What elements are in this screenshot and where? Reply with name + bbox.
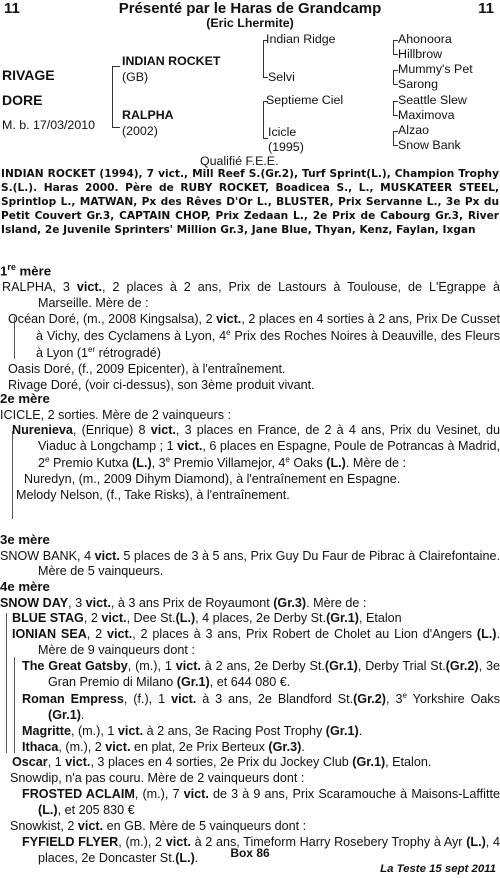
first-dam-title xyxy=(0,262,500,280)
produce-ocean-dore xyxy=(0,312,500,362)
nur-sup-3: e xyxy=(285,455,290,465)
dam-year: (2002) xyxy=(122,124,158,138)
nur-text-l: . Mère de : xyxy=(345,456,407,471)
great-grandparent-4: Sarong xyxy=(398,77,438,91)
nur-text-a: , (Enrique) 8 xyxy=(72,423,151,438)
bs-text-a: , 2 xyxy=(83,611,102,626)
sire-description: INDIAN ROCKET (1994), 7 vict., Mill Reef S.(Gr.2), Turf Sprint(L.), Champion Trophy S.(L.). Haras 2000. Père de RUBY ROCKET, Boadicea S., L., MUSKATEER STEEL, Sprintlop L., MATWAN, Px des Rêves D'Or L., BLUSTER, Prix Servanne L., 3e Px du Petit Couvert Gr.3, CAPTAIN CHOP, Prix Zedaan L., 2e Prix de Cabourg Gr.3, River Island, 2e Juvenile Sprinters' Million Gr.3, Jane Blue, Thyan, Kenz, Faylan, Ixgan xyxy=(1,168,499,236)
nur-text-j: Oaks xyxy=(289,456,327,471)
great-grandparent-5: Seattle Slew xyxy=(398,93,467,107)
tg-group-1: (Gr.1) xyxy=(324,659,358,674)
frosted-aclaim-name: FROSTED ACLAIM xyxy=(22,787,135,802)
second-dam-section xyxy=(0,391,500,504)
nur-listed-1: (L.) xyxy=(132,456,152,471)
produce-snowdip: Snowdip, n'a pas couru. Mère de 2 vainqueurs dont : xyxy=(10,771,305,786)
snowkist-vict: vict. xyxy=(77,818,104,833)
produce-rivage-dore: Rivage Doré, (voir ci-dessus), son 3ème produit vivant. xyxy=(8,377,315,392)
is-text-e: . Mère de 9 vainqueurs dont : xyxy=(38,627,500,658)
produce-snowkist xyxy=(0,819,500,835)
snowkist-text-c: en GB. Mère de 5 vainqueurs dont : xyxy=(103,818,307,833)
ithaca-name: Ithaca xyxy=(22,739,59,754)
sd-vict: vict. xyxy=(85,595,111,610)
ocean-sup2: er xyxy=(88,344,96,354)
bs-text-g: , Etalon xyxy=(358,611,402,626)
nur-text-h: , 3 xyxy=(151,456,166,471)
ionian-sea-name: IONIAN SEA xyxy=(12,627,87,642)
ralpha-vict: vict. xyxy=(76,280,103,295)
ocean-text-c: , 2 places en 4 sorties à 2 ans, Prix De Cusset à Vichy, des Cyclamens à Lyon, 4 xyxy=(36,311,500,343)
first-dam-section xyxy=(0,262,500,393)
great-grandparent-2: Hillbrow xyxy=(398,47,443,61)
produce-magritte xyxy=(0,724,500,740)
great-gatsby-name: The Great Gatsby xyxy=(22,659,128,674)
snow-bank-record xyxy=(0,549,500,581)
bs-listed: (L.) xyxy=(175,611,196,626)
ff-vict: vict. xyxy=(165,834,191,849)
lot-number-left: 11 xyxy=(4,0,20,17)
produce-oscar xyxy=(0,755,500,771)
sd-text-c: , à 3 ans Prix de Royaumont xyxy=(110,595,274,610)
granddam-2-year: (1995) xyxy=(268,140,304,154)
nurenieva-name: Nurenieva xyxy=(12,423,73,438)
tg-text-a: , (m.), 1 xyxy=(127,659,176,674)
tg-text-c: à 2 ans, 2e Derby St. xyxy=(200,659,325,674)
icicle-record: ICICLE, 2 sorties. Mère de 2 vainqueurs : xyxy=(0,407,231,422)
nur-text-e: , 6 places en Espagne, Poule de Potrancas à Madrid, 2 xyxy=(38,439,500,471)
is-listed: (L.) xyxy=(476,627,497,642)
re-group-2: (Gr.1) xyxy=(48,707,81,722)
osc-group: (Gr.1) xyxy=(352,755,386,770)
lot-number-right: 11 xyxy=(478,0,494,17)
osc-text-c: , 3 places en 4 sorties, 2e Prix du Jockey Club xyxy=(90,755,353,770)
birth-info: M. b. 17/03/2010 xyxy=(2,118,95,132)
re-text-c: à 3 ans, 2e Blandford St. xyxy=(196,691,354,706)
produce-frosted-aclaim xyxy=(0,787,500,819)
first-dam-title-word: mère xyxy=(15,263,52,279)
mg-text-e: . xyxy=(358,723,363,738)
ralpha-text-a: RALPHA, 3 xyxy=(2,280,77,295)
great-grandparent-7: Alzao xyxy=(398,123,429,137)
re-text-f: Yorkshire Oaks xyxy=(406,691,500,706)
tg-text-g: , 3e Gran Premio di Milano xyxy=(48,659,500,689)
second-dam-title: 2e mère xyxy=(0,391,50,406)
sale-place-date: La Teste 15 sept 2011 xyxy=(380,863,496,875)
horse-name-line1: RIVAGE xyxy=(2,67,55,83)
re-sup: e xyxy=(402,690,407,700)
ocean-sup: e xyxy=(226,327,231,337)
ocean-text-a: Océan Doré, (m., 2008 Kingsalsa), 2 xyxy=(8,311,217,326)
dam-name: RALPHA xyxy=(122,108,174,122)
osc-vict: vict. xyxy=(65,755,91,770)
nur-sup-1: e xyxy=(45,455,50,465)
mg-text-c: à 2 ans, 3e Racing Post Trophy xyxy=(143,723,326,738)
sb-text-a: SNOW BANK, 4 xyxy=(0,548,95,563)
sire-country: (GB) xyxy=(122,70,149,84)
ith-group: (Gr.3) xyxy=(268,739,302,754)
bs-text-c: , Dee St. xyxy=(126,611,176,626)
bs-group: (Gr.1) xyxy=(326,611,359,626)
produce-melody-nelson: Melody Nelson, (f., Take Risks), à l'entraînement. xyxy=(16,488,290,503)
ralpha-record xyxy=(0,280,500,312)
snowkist-text-a: Snowkist, 2 xyxy=(10,818,78,833)
grandsire-2: Septieme Ciel xyxy=(266,93,344,107)
re-text-e: , 3 xyxy=(386,691,403,706)
re-vict: vict. xyxy=(171,691,197,706)
ith-text-e: . xyxy=(301,739,305,754)
tg-group-2: (Gr.2) xyxy=(445,659,479,674)
granddam-1: Selvi xyxy=(268,70,295,84)
fyfield-flyer-name: FYFIELD FLYER xyxy=(22,834,119,849)
great-grandparent-1: Ahonoora xyxy=(398,32,452,46)
great-grandparent-6: Maximova xyxy=(398,108,455,122)
is-text-c: , 2 places à 3 ans, Prix Robert de Cholet au Lion d'Angers xyxy=(132,627,477,642)
tg-group-3: (Gr.1) xyxy=(176,674,210,689)
nur-vict-2: vict. xyxy=(177,439,203,454)
fourth-dam-section xyxy=(0,579,500,866)
qualification: Qualifié F.E.E. xyxy=(200,154,279,168)
mg-group: (Gr.1) xyxy=(325,723,359,738)
nur-listed-2: (L.) xyxy=(326,456,346,471)
sd-text-a: , 3 xyxy=(68,595,86,610)
produce-line-4 xyxy=(6,613,7,753)
fa-text-a: , (m.), 7 xyxy=(134,787,184,802)
nur-vict-1: vict. xyxy=(150,423,176,438)
re-group-1: (Gr.2) xyxy=(353,691,386,706)
magritte-name: Magritte xyxy=(22,723,71,738)
is-text-a: , 2 xyxy=(86,627,108,642)
ff-listed-1: (L.) xyxy=(466,834,486,849)
third-dam-section xyxy=(0,532,500,580)
fa-text-c: de 3 à 9 ans, Prix Scaramouche à Maisons-Laffitte xyxy=(208,787,500,802)
pedigree-bracket-main xyxy=(112,66,120,128)
blue-stag-name: BLUE STAG xyxy=(12,611,84,626)
sb-text-c: 5 places de 3 à 5 ans, Prix Guy Du Faur de Pibrac à Clairefontaine. Mère de 5 vainqueurs. xyxy=(38,548,500,579)
sd-text-e: . Mère de : xyxy=(306,595,367,610)
tg-text-e: , Derby Trial St. xyxy=(357,659,446,674)
tg-vict: vict. xyxy=(175,659,201,674)
mg-text-a: , (m.), 1 xyxy=(70,723,118,738)
mg-vict: vict. xyxy=(117,723,144,738)
ralpha-text-c: , 2 places à 2 ans, Prix de Lastours à Toulouse, de L'Egrappe à Marseille. Mère de : xyxy=(38,280,500,310)
box-number: Box 86 xyxy=(230,846,270,860)
nur-text-f: Premio Kutxa xyxy=(49,456,133,471)
first-dam-title-sup: re xyxy=(7,262,16,272)
sb-vict: vict. xyxy=(94,548,120,563)
great-grandparent-3: Mummy's Pet xyxy=(398,62,473,76)
produce-blue-stag xyxy=(0,611,500,627)
ith-vict: vict. xyxy=(105,739,131,754)
page-title: Présenté par le Haras de Grandcamp xyxy=(118,0,382,17)
re-text-h: . xyxy=(80,707,85,722)
snow-day-record xyxy=(0,596,500,612)
sire-name: INDIAN ROCKET xyxy=(122,54,221,68)
nur-text-i: Premio Villamejor, 4 xyxy=(170,456,286,471)
fa-listed: (L.) xyxy=(38,802,58,817)
produce-nurenieva xyxy=(0,423,500,472)
grandsire-1: Indian Ridge xyxy=(266,32,336,46)
roman-empress-name: Roman Empress xyxy=(22,691,124,706)
ocean-vict: vict. xyxy=(216,311,242,326)
bs-vict: vict. xyxy=(101,611,127,626)
osc-text-e: , Etalon. xyxy=(385,755,432,770)
nur-text-c: , 3 places en France, de 2 à 4 ans, Prix du Vesinet, du Viaduc à Longchamp ; 1 xyxy=(38,423,500,454)
first-dam-title-num: 1 xyxy=(0,263,8,279)
produce-line-2 xyxy=(12,431,13,519)
fa-text-e: , et 205 830 € xyxy=(57,802,135,817)
nur-sup-2: e xyxy=(165,455,171,465)
third-dam-title: 3e mère xyxy=(0,532,50,547)
sd-group: (Gr.3) xyxy=(273,595,307,610)
ff-text-a: , (m.), 2 xyxy=(118,834,166,849)
produce-oasis-dore: Oasis Doré, (f., 2009 Epicenter), à l'entraînement. xyxy=(8,361,286,376)
ocean-text-d: Prix des Roches Noires à Deauville, des Fleurs à Lyon (1 xyxy=(36,328,500,360)
ff-text-c: à 2 ans, Timeform Harry Rosebery Trophy à Ayr xyxy=(190,834,467,849)
granddam-2: Icicle xyxy=(268,125,297,139)
osc-text-a: , 1 xyxy=(47,755,66,770)
consignor: (Eric Lhermite) xyxy=(206,16,294,30)
fourth-dam-title: 4e mère xyxy=(0,579,50,594)
ith-text-c: en plat, 2e Prix Berteux xyxy=(130,739,269,754)
ff-listed-2: (L.) xyxy=(175,850,195,865)
ith-text-a: , (m.), 2 xyxy=(58,739,106,754)
produce-line-1 xyxy=(14,317,15,359)
produce-the-great-gatsby xyxy=(0,659,500,691)
tg-text-i: , et 644 080 €. xyxy=(209,674,291,689)
is-vict: vict. xyxy=(107,627,133,642)
ff-text-e: , 4 places, 2e Doncaster St. xyxy=(38,834,500,865)
produce-line-4b xyxy=(14,657,15,753)
horse-name-line2: DORE xyxy=(2,92,43,108)
produce-roman-empress xyxy=(0,691,500,724)
bs-text-e: , 4 places, 2e Derby St. xyxy=(195,611,327,626)
produce-ionian-sea xyxy=(0,627,500,659)
ff-text-g: . xyxy=(194,850,199,865)
produce-ithaca xyxy=(0,740,500,756)
fa-vict: vict. xyxy=(183,787,209,802)
great-grandparent-8: Snow Bank xyxy=(398,138,461,152)
snow-day-name: SNOW DAY xyxy=(0,595,69,610)
oscar-name: Oscar xyxy=(12,755,48,770)
produce-nuredyn: Nuredyn, (m., 2009 Dihym Diamond), à l'entraînement en Espagne. xyxy=(24,472,401,487)
re-text-a: , (f.), 1 xyxy=(123,691,172,706)
ocean-text-e: rétrogradé) xyxy=(95,345,161,360)
